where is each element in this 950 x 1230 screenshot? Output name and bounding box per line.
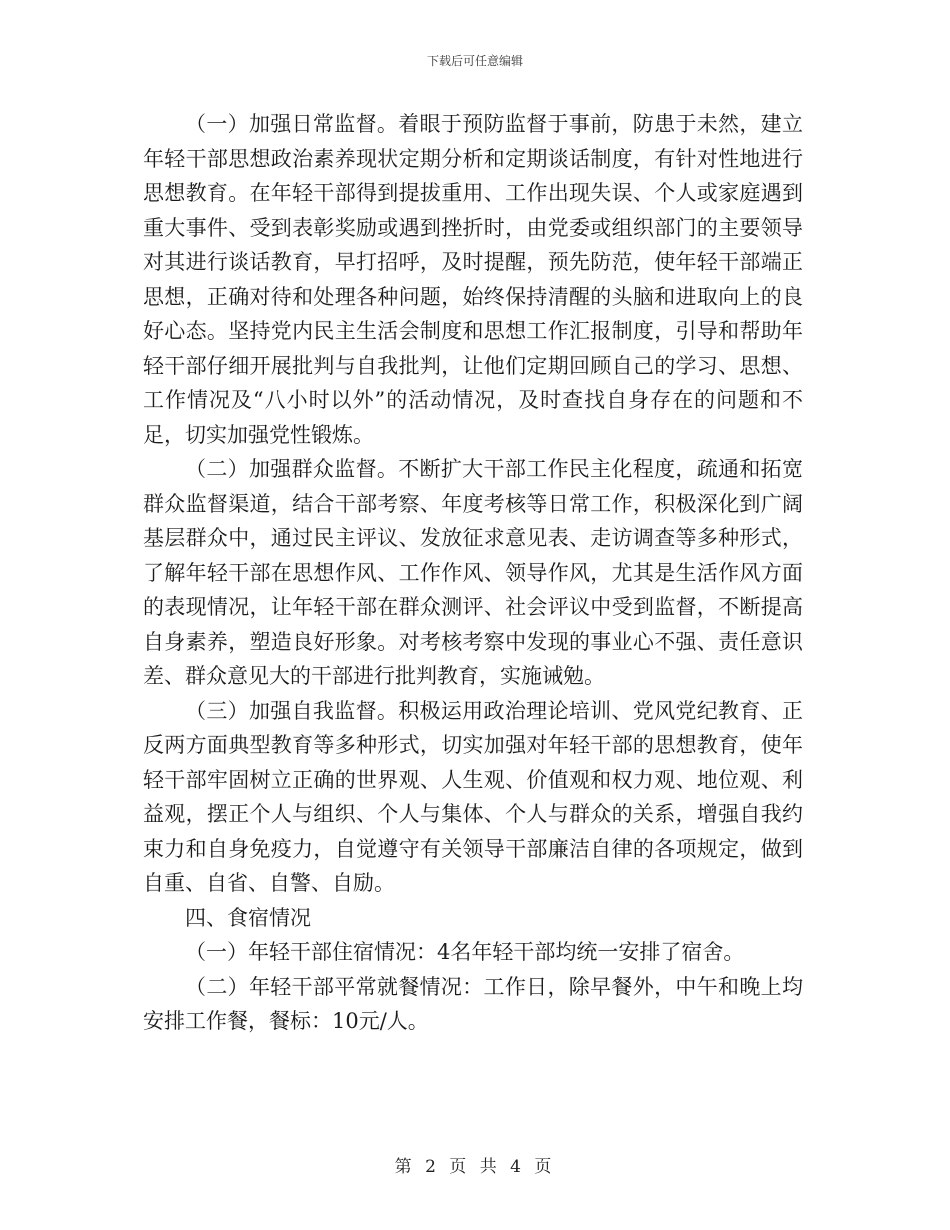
page-number: 第 2 页 共 4 页 xyxy=(394,1157,556,1177)
paragraph-self-supervision: （三）加强自我监督。积极运用政治理论培训、党风党纪教育、正反两方面典型教育等多种形式，切实加强对年轻干部的思想教育，使年轻干部牢固树立正确的世界观、人生观、价值观和权力观、地位观、利益观，摆正个人与组织、个人与集体、个人与群众的关系，增强自我约束力和自身免疫力，自觉遵守有关领导干部廉洁自律的各项规定，做到自重、自省、自警、自励。 xyxy=(143,698,803,895)
section-heading-accommodation: 四、食宿情况 xyxy=(185,905,311,930)
paragraph-lodging: （一）年轻干部住宿情况：4名年轻干部均统一安排了宿舍。 xyxy=(185,940,745,964)
paragraph-dining: （二）年轻干部平常就餐情况：工作日，除早餐外，中午和晚上均安排工作餐，餐标：10元/人。 xyxy=(143,974,803,1033)
page-header: 下载后可任意编辑 xyxy=(426,54,523,68)
paragraph-mass-supervision: （二）加强群众监督。不断扩大干部工作民主化程度，疏通和拓宽群众监督渠道，结合干部考察、年度考核等日常工作，积极深化到广阔基层群众中，通过民主评议、发放征求意见表、走访调查等多种形式，了解年轻干部在思想作风、工作作风、领导作风，尤其是生活作风方面的表现情况，让年轻干部在群众测评、社会评议中受到监督，不断提高自身素养，塑造良好形象。对考核考察中发现的事业心不强、责任意识差、群众意见大的干部进行批判教育，实施诫勉。 xyxy=(143,457,803,688)
paragraph-daily-supervision: （一）加强日常监督。着眼于预防监督于事前，防患于未然，建立年轻干部思想政治素养现状定期分析和定期谈话制度，有针对性地进行思想教育。在年轻干部得到提拔重用、工作出现失误、个人或家庭遇到重大事件、受到表彰奖励或遇到挫折时，由党委或组织部门的主要领导对其进行谈话教育，早打招呼，及时提醒，预先防范，使年轻干部端正思想，正确对待和处理各种问题，始终保持清醒的头脑和进取向上的良好心态。坚持党内民主生活会制度和思想工作汇报制度，引导和帮助年轻干部仔细开展批判与自我批判，让他们定期回顾自己的学习、思想、工作情况及“八小时以外”的活动情况，及时查找自身存在的问题和不足，切实加强党性锻炼。 xyxy=(143,112,803,447)
document-body xyxy=(143,107,803,1039)
